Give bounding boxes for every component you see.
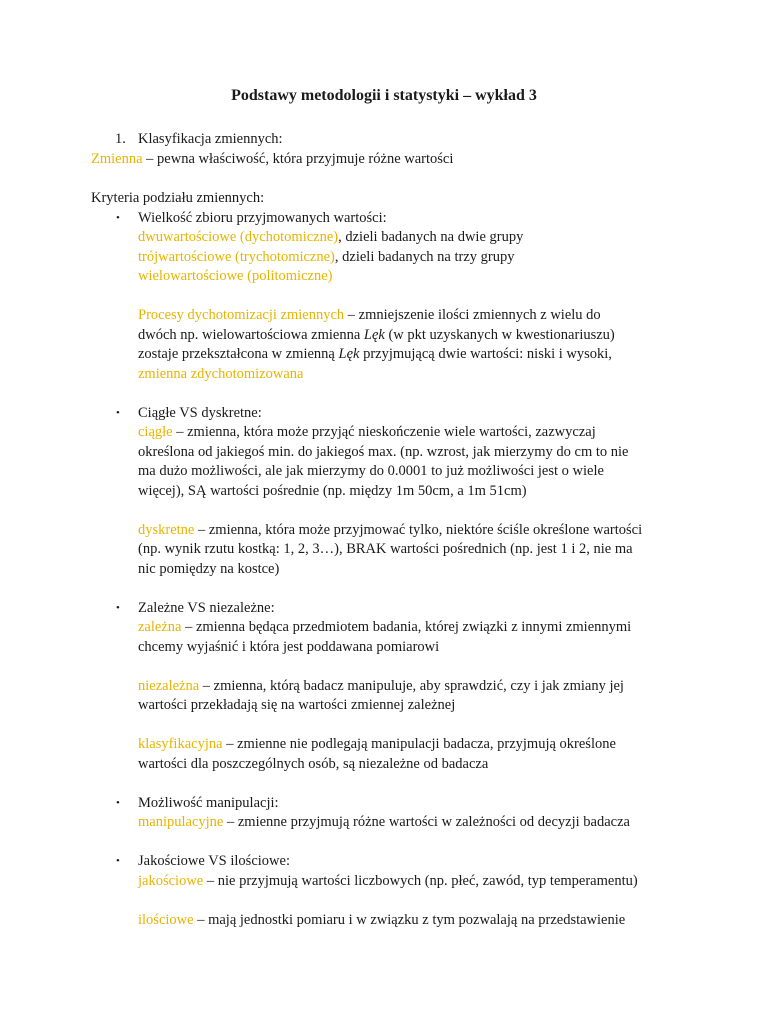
b1-para-line2: [138, 326, 615, 346]
b2-dyskretne-line2: (np. wynik rzutu kostką: 1, 2, 3…), BRAK wartości pośrednich (np. jest 1 i 2, nie ma: [138, 541, 633, 557]
b1-para-lek1: Lęk: [363, 327, 385, 343]
b2-ciagle-line2: określona od jakiegoś min. do jakiegoś max. (np. wzrost, jak mierzymy do cm to nie: [138, 444, 629, 460]
b1-para-text1: – zmniejszenie ilości zmiennych z wielu do: [344, 307, 601, 323]
b1-term-zdychotomizowana: zmienna zdychotomizowana: [138, 366, 304, 382]
b2-ciagle-line1: [138, 423, 596, 443]
b1-para-text2a: dwóch np. wielowartościowa zmienna: [138, 327, 364, 343]
b2-ciagle-line3: ma dużo możliwości, ale jak mierzymy do 0.0001 to już możliwości jest o wiele: [138, 463, 604, 479]
b1-para-lek2: Lęk: [338, 346, 360, 362]
definition-term: Zmienna: [91, 151, 143, 167]
bullet-marker: •: [116, 407, 120, 419]
b5-ilosciowe-line1: [138, 911, 625, 931]
b3-niezalezna-line2: wartości przekładają się na wartości zmiennej zależnej: [138, 697, 456, 713]
b3-term-klasyfikacyjna: klasyfikacyjna: [138, 736, 223, 752]
b4-heading: Możliwość manipulacji:: [138, 795, 279, 811]
b4-term-manipulacyjne: manipulacyjne: [138, 814, 224, 830]
b1-text1: , dzieli badanych na dwie grupy: [338, 229, 524, 245]
b2-dyskretne-line1: [138, 521, 642, 541]
b5-jakosciowe-text1: – nie przyjmują wartości liczbowych (np. płeć, zawód, typ temperamentu): [203, 873, 638, 889]
b3-klasyfikacyjna-line1: [138, 735, 616, 755]
b2-ciagle-text1: – zmienna, która może przyjąć nieskończenie wiele wartości, zazwyczaj: [172, 424, 596, 440]
b3-klasyfikacyjna-text1: – zmienne nie podlegają manipulacji badacza, przyjmują określone: [222, 736, 616, 752]
b1-text2: , dzieli badanych na trzy grupy: [334, 249, 515, 265]
b1-para-line4: [138, 365, 303, 385]
b5-term-jakosciowe: jakościowe: [138, 873, 204, 889]
b1-line2: [138, 248, 514, 268]
b2-ciagle-line4: więcej), SĄ wartości pośrednie (np. między 1m 50cm, a 1m 51cm): [138, 483, 527, 499]
b1-term-dychotomiczne: dwuwartościowe (dychotomiczne): [138, 229, 339, 245]
b1-term-procesy: Procesy dychotomizacji zmiennych: [138, 307, 345, 323]
b3-zalezna-text1: – zmienna będąca przedmiotem badania, której związki z innymi zmiennymi: [181, 619, 632, 635]
b3-klasyfikacyjna-line2: wartości dla poszczególnych osób, są niezależne od badacza: [138, 756, 489, 772]
b2-heading: Ciągłe VS dyskretne:: [138, 405, 262, 421]
b3-term-zalezna: zależna: [138, 619, 182, 635]
b5-ilosciowe-text1: – mają jednostki pomiaru i w związku z tym pozwalają na przedstawienie: [193, 912, 626, 928]
b3-zalezna-line2: chcemy wyjaśnić i która jest poddawana pomiarowi: [138, 639, 440, 655]
b3-zalezna-line1: [138, 618, 631, 638]
b1-para-line3: [138, 345, 612, 365]
b1-line1: [138, 228, 523, 248]
b2-dyskretne-line3: nic pomiędzy na kostce): [138, 561, 280, 577]
b1-para-text2b: (w pkt uzyskanych w kwestionariuszu): [384, 327, 615, 343]
b5-jakosciowe-line1: [138, 872, 638, 892]
b5-term-ilosciowe: ilościowe: [138, 912, 194, 928]
b4-text1: – zmienne przyjmują różne wartości w zależności od decyzji badacza: [223, 814, 630, 830]
section-number: 1.: [115, 131, 126, 147]
b1-para-text3a: zostaje przekształcona w zmienną: [138, 346, 339, 362]
bullet-marker: •: [116, 212, 120, 224]
b3-term-niezalezna: niezależna: [138, 678, 200, 694]
criteria-heading: Kryteria podziału zmiennych:: [91, 190, 265, 206]
b3-heading: Zależne VS niezależne:: [138, 600, 275, 616]
bullet-marker: •: [116, 855, 120, 867]
definition-line: [91, 150, 453, 170]
b5-heading: Jakościowe VS ilościowe:: [138, 853, 290, 869]
definition-text: – pewna właściwość, która przyjmuje różne wartości: [142, 151, 454, 167]
b1-term-trychotomiczne: trójwartościowe (trychotomiczne): [138, 249, 335, 265]
b1-para-line1: [138, 306, 601, 326]
b4-line1: [138, 813, 630, 833]
bullet-marker: •: [116, 602, 120, 614]
b2-term-ciagle: ciągłe: [138, 424, 173, 440]
bullet-marker: •: [116, 797, 120, 809]
document-title: Podstawy metodologii i statystyki – wykład 3: [231, 87, 537, 104]
b1-term-politomiczne: wielowartościowe (politomiczne): [138, 268, 333, 284]
b1-para-text3b: przyjmującą dwie wartości: niski i wysoki,: [359, 346, 612, 362]
b1-heading: Wielkość zbioru przyjmowanych wartości:: [138, 210, 387, 226]
section-heading: Klasyfikacja zmiennych:: [138, 131, 283, 147]
b3-niezalezna-line1: [138, 677, 624, 697]
b1-line3: [138, 267, 332, 287]
b3-niezalezna-text1: – zmienna, którą badacz manipuluje, aby sprawdzić, czy i jak zmiany jej: [199, 678, 624, 694]
b2-term-dyskretne: dyskretne: [138, 522, 195, 538]
b2-dyskretne-text1: – zmienna, która może przyjmować tylko, niektóre ściśle określone wartości: [194, 522, 643, 538]
